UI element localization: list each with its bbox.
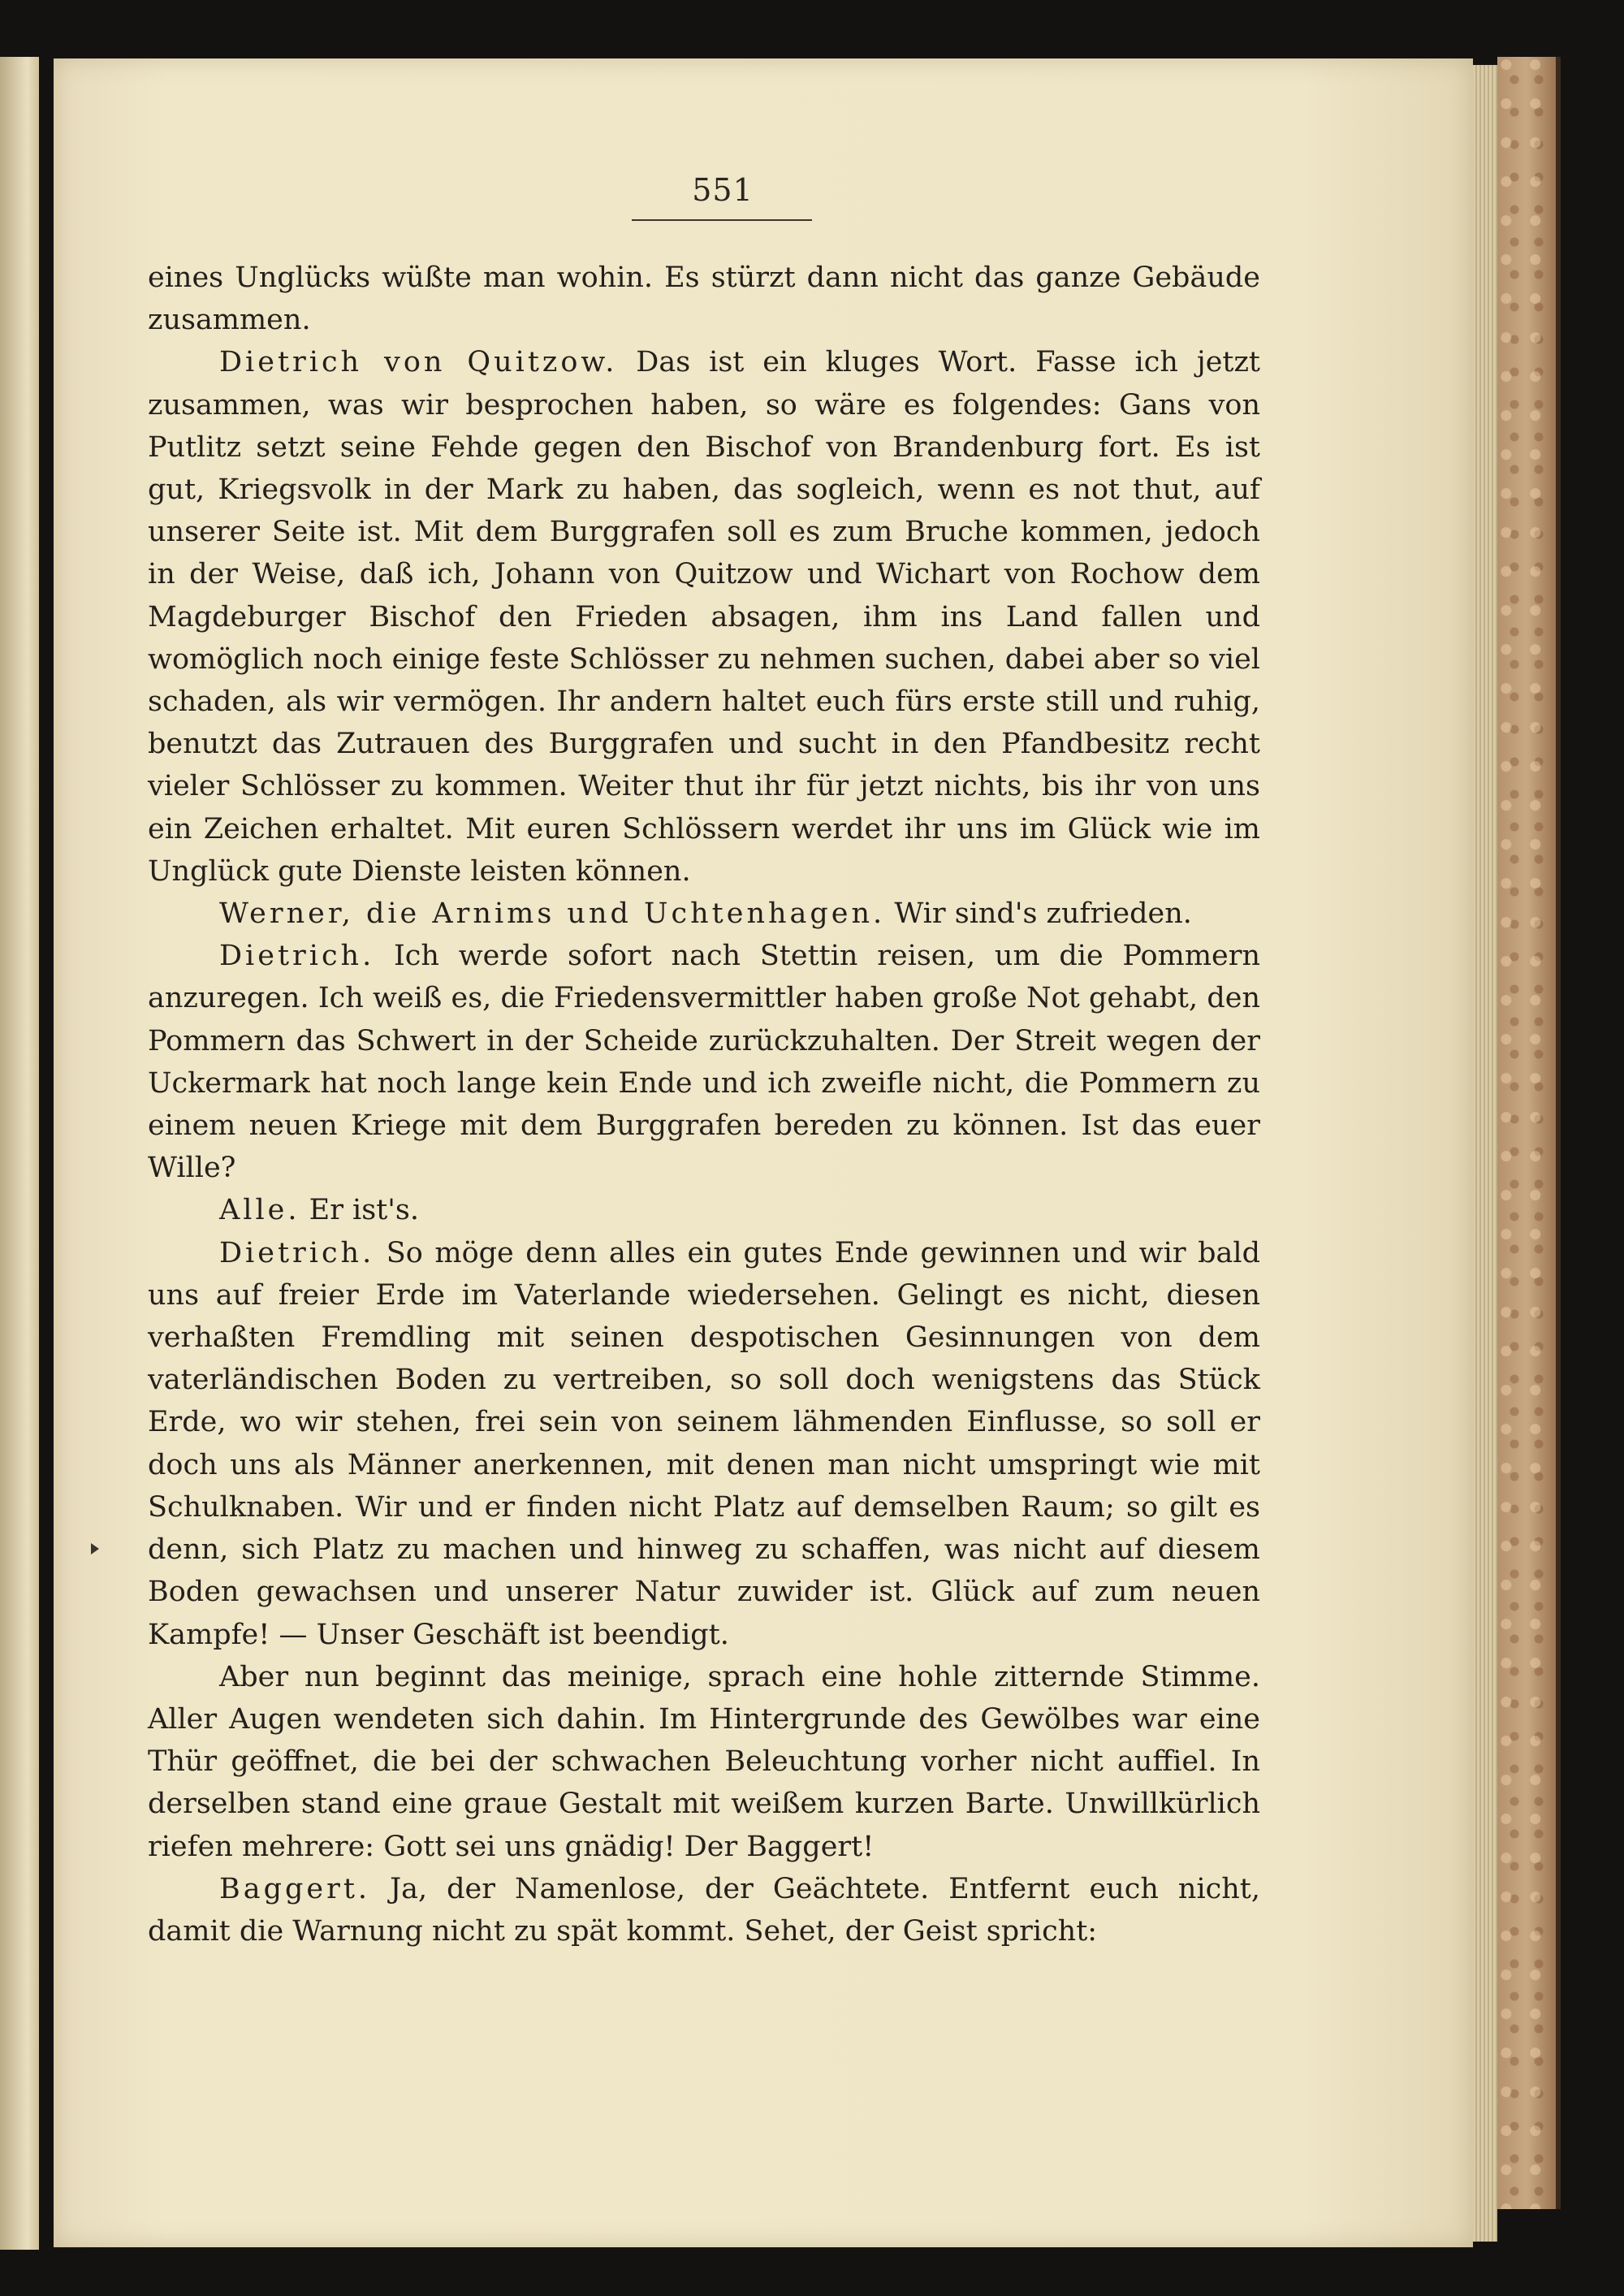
speaker-name: Dietrich.	[219, 1236, 375, 1269]
speaker-name: Dietrich von Quitzow.	[219, 346, 618, 379]
speaker-name: Baggert.	[219, 1872, 371, 1905]
paragraph-text: Wir sind's zufrieden.	[894, 897, 1192, 931]
page-stack-edge	[1473, 65, 1497, 2242]
left-page-edge	[0, 57, 39, 2250]
paragraph	[148, 341, 1260, 893]
paragraph	[148, 257, 1260, 341]
speaker-name: Dietrich.	[219, 940, 375, 973]
paragraph-text: Das ist ein kluges Wort. Fasse ich jetzt zusammen, was wir besprochen haben, so wäre es folgendes: Gans von Putlitz setzt seine Fehde gegen den Bischof von Brandenburg fort. Es ist gut, Kriegsvolk in der Mark zu haben, das sogleich, wenn es not thut, auf unserer Seite ist. Mit dem Burggrafen soll es zum Bruche kommen, jedoch in der Weise, daß ich, Johann von Quitzow und Wichart von Rochow dem Magdeburger Bischof den Frieden absagen, ihm ins Land fallen und womöglich noch einige feste Schlösser zu nehmen suchen, dabei aber so viel schaden, als wir vermögen. Ihr andern haltet euch fürs erste still und ruhig, benutzt das Zutrauen des Burggrafen und sucht in den Pfandbesitz recht vieler Schlösser zu kommen. Weiter thut ihr für jetzt nichts, bis ihr von uns ein Zeichen erhaltet. Mit euren Schlössern werdet ihr uns im Glück wie im Unglück gute Dienste leisten können.	[148, 346, 1260, 888]
paragraph-text: Er ist's.	[309, 1194, 419, 1227]
margin-marker	[91, 1543, 99, 1554]
paragraph	[148, 1656, 1260, 1868]
paragraph-text: Ich werde sofort nach Stettin reisen, um die Pommern anzuregen. Ich weiß es, die Friedensvermittler haben große Not gehabt, den Pommern das Schwert in der Scheide zurückzuhalten. Der Streit wegen der Uckermark hat noch lange kein Ende und ich zweifle nicht, die Pommern zu einem neuen Kriege mit dem Burggrafen bereden zu können. Ist das euer Wille?	[148, 940, 1260, 1185]
paragraph-text: eines Unglücks wüßte man wohin. Es stürzt dann nicht das ganze Gebäude zusammen.	[148, 262, 1260, 337]
speaker-name: Werner, die Arnims und Uchtenhagen.	[219, 897, 886, 931]
paragraph	[148, 893, 1260, 935]
paragraph-text: So möge denn alles ein gutes Ende gewinnen und wir bald uns auf freier Erde im Vaterlande wiedersehen. Gelingt es nicht, diesen verhaßten Fremdling mit seinen despotischen Gesinnungen von dem vaterländischen Boden zu vertreiben, so soll doch wenigstens das Stück Erde, wo wir stehen, frei sein von seinem lähmenden Einflusse, so soll er doch uns als Männer anerkennen, mit denen man nicht umspringt wie mit Schulknaben. Wir und er finden nicht Platz auf demselben Raum; so gilt es denn, sich Platz zu machen und hinweg zu schaffen, was nicht auf diesem Boden gewachsen und unserer Natur zuwider ist. Glück auf zum neuen Kampfe! — Unser Geschäft ist beendigt.	[148, 1236, 1260, 1651]
paragraph	[148, 935, 1260, 1189]
page-number: 551	[692, 172, 754, 208]
speaker-name: Alle.	[219, 1194, 300, 1227]
paragraph-text: Aber nun beginnt das meinige, sprach eine hohle zitternde Stimme. Aller Augen wendeten sich dahin. Im Hintergrunde des Gewölbes war eine Thür geöffnet, die bei der schwachen Beleuchtung vorher nicht auffiel. In derselben stand eine graue Gestalt mit weißem kurzen Barte. Unwillkürlich riefen mehrere: Gott sei uns gnädig! Der Baggert!	[148, 1660, 1260, 1863]
paragraph	[148, 1868, 1260, 1952]
paragraph	[148, 1232, 1260, 1656]
header-rule	[632, 219, 812, 221]
body-text	[148, 257, 1260, 1952]
book-cover-edge	[1497, 57, 1561, 2209]
paragraph-text: Ja, der Namenlose, der Geächtete. Entfernt euch nicht, damit die Warnung nicht zu spät kommt. Sehet, der Geist spricht:	[148, 1872, 1260, 1948]
paragraph	[148, 1189, 1260, 1231]
